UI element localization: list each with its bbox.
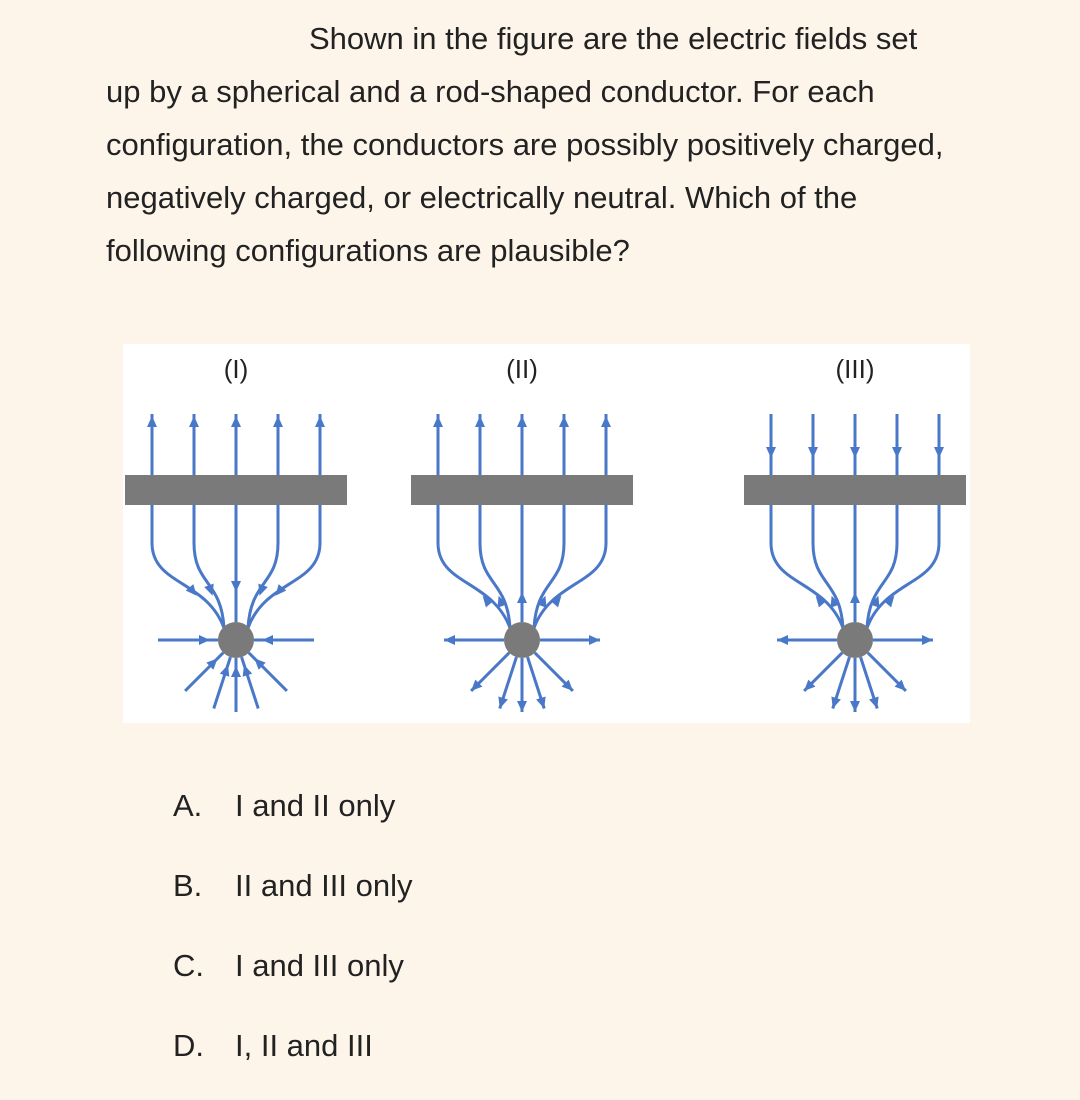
field-arrow-radial [517, 701, 527, 712]
field-line-curve [534, 505, 564, 628]
choice-c[interactable] [173, 940, 413, 1020]
field-arrow-radial [536, 696, 546, 708]
field-arrow-radial [777, 635, 788, 645]
field-arrow-top [601, 416, 611, 427]
field-arrow-radial [220, 665, 230, 677]
rod-conductor [744, 475, 966, 505]
field-arrow-top [475, 416, 485, 427]
field-panel-1 [125, 414, 347, 712]
field-arrow-top [892, 447, 902, 458]
field-arrow-top [559, 416, 569, 427]
sphere-conductor [504, 622, 540, 658]
field-arrow-curve [204, 584, 213, 596]
sphere-conductor [218, 622, 254, 658]
field-line-curve [534, 505, 606, 628]
field-arrow-top [147, 416, 157, 427]
field-arrow-top [517, 416, 527, 427]
field-line-curve [152, 505, 224, 628]
field-arrow-radial [589, 635, 600, 645]
field-diagram-svg [123, 344, 970, 723]
field-arrow-curve [517, 592, 527, 603]
field-arrow-top [315, 416, 325, 427]
field-arrow-top [850, 447, 860, 458]
choice-text: I and II only [235, 788, 396, 823]
panel-label-1: (I) [223, 354, 249, 384]
field-arrow-radial [243, 665, 253, 677]
field-arrow-top [808, 447, 818, 458]
field-arrow-curve [231, 581, 241, 592]
field-line-curve [867, 505, 897, 628]
choice-text: II and III only [235, 868, 413, 903]
field-arrow-top [189, 416, 199, 427]
field-line-curve [248, 505, 320, 628]
choice-letter: A. [173, 788, 203, 823]
field-arrow-radial [922, 635, 933, 645]
field-arrow-radial [869, 696, 879, 708]
field-arrow-radial [262, 635, 273, 645]
field-arrow-curve [850, 592, 860, 603]
field-line-curve [194, 505, 224, 628]
choice-a[interactable] [173, 780, 413, 860]
panel-label-3: (III) [835, 354, 875, 384]
answer-choices [173, 780, 413, 1100]
field-arrow-radial [850, 701, 860, 712]
choice-b[interactable] [173, 860, 413, 940]
choice-letter: B. [173, 868, 203, 903]
rod-conductor [125, 475, 347, 505]
sphere-conductor [837, 622, 873, 658]
choice-text: I, II and III [235, 1028, 373, 1063]
field-arrow-top [273, 416, 283, 427]
choice-text: I and III only [235, 948, 404, 983]
choice-letter: D. [173, 1028, 204, 1063]
field-arrow-top [766, 447, 776, 458]
field-line-curve [867, 505, 939, 628]
field-arrow-radial [199, 635, 210, 645]
panel-label-2: (II) [506, 354, 538, 384]
field-line-curve [480, 505, 510, 628]
choice-d[interactable] [173, 1020, 413, 1100]
field-line-curve [248, 505, 278, 628]
field-arrow-radial [831, 696, 841, 708]
field-line-curve [438, 505, 510, 628]
field-line-curve [771, 505, 843, 628]
field-figure [123, 344, 970, 723]
field-arrow-radial [444, 635, 455, 645]
field-line-curve [813, 505, 843, 628]
question-text: Shown in the figure are the electric fields set up by a spherical and a rod-shaped conductor. For each configuration, the conductors are possibly positively charged, negatively charged, or electrically neutral. Which of the following configurations are plausible? [106, 21, 944, 268]
field-arrow-radial [498, 696, 508, 708]
field-arrow-top [934, 447, 944, 458]
field-arrow-top [231, 416, 241, 427]
field-arrow-radial [231, 666, 241, 677]
field-arrow-top [433, 416, 443, 427]
rod-conductor [411, 475, 633, 505]
choice-letter: C. [173, 948, 204, 983]
field-panel-2 [411, 414, 633, 712]
field-arrow-curve [258, 584, 267, 596]
field-panel-3 [744, 414, 966, 712]
